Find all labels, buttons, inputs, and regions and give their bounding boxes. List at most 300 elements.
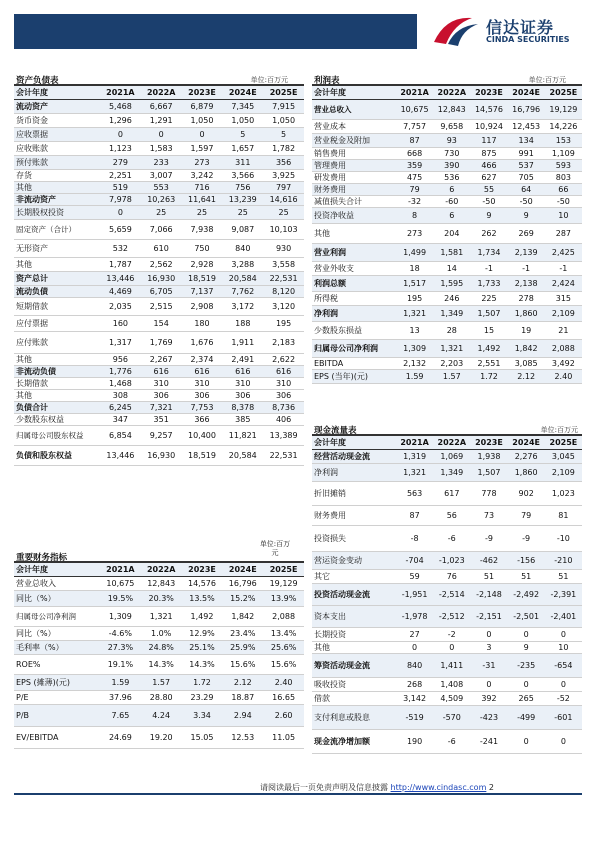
cell-value: 2,928	[182, 258, 223, 272]
cell-value: 2.12	[508, 370, 545, 384]
cell-value: 51	[508, 570, 545, 584]
cell-value: 24.8%	[141, 641, 182, 655]
table-row	[312, 184, 582, 196]
table-row	[312, 482, 582, 506]
cell-value: 12.9%	[182, 627, 223, 641]
row-label: 所得税	[312, 292, 396, 306]
cell-value: 0	[545, 678, 582, 692]
cell-value: 64	[508, 184, 545, 196]
cell-value: 3,172	[222, 298, 263, 316]
column-header-year: 2024E	[508, 436, 545, 450]
column-header-year: 2025E	[545, 436, 582, 450]
cell-value: 51	[470, 570, 507, 584]
cell-value: 306	[141, 390, 182, 402]
cell-value: 20.3%	[141, 591, 182, 607]
cell-value: -1,978	[396, 606, 433, 628]
row-label: 无形资产	[14, 240, 100, 258]
income-title: 利润表	[314, 76, 340, 86]
cell-value: -235	[508, 654, 545, 678]
column-header-year: 2022A	[141, 86, 182, 100]
cell-value: 1,050	[263, 114, 304, 128]
cell-value: 366	[182, 414, 223, 426]
table-row	[14, 220, 304, 240]
cell-value: 16,930	[141, 446, 182, 466]
cell-value: 2,515	[141, 298, 182, 316]
row-label: P/B	[14, 705, 100, 727]
cell-value: -210	[545, 552, 582, 570]
cell-value: 273	[396, 224, 433, 244]
cell-value: 1,291	[141, 114, 182, 128]
row-label: 货币资金	[14, 114, 100, 128]
cell-value: -6	[433, 526, 470, 552]
cell-value: 716	[182, 182, 223, 194]
cell-value: -601	[545, 706, 582, 730]
cell-value: 6,879	[182, 100, 223, 114]
cell-value: 7,321	[141, 402, 182, 414]
cell-value: 287	[545, 224, 582, 244]
table-row	[14, 240, 304, 258]
row-label: 长期股权投资	[14, 206, 100, 220]
cell-value: 756	[222, 182, 263, 194]
cell-value: 15.6%	[263, 655, 304, 675]
cell-value: 6,854	[100, 426, 141, 446]
cell-value: 14,576	[182, 577, 223, 591]
cell-value: 0	[182, 128, 223, 142]
cell-value: 262	[470, 224, 507, 244]
cell-value: 268	[396, 678, 433, 692]
cell-value: 15.6%	[222, 655, 263, 675]
cell-value: 9,087	[222, 220, 263, 240]
cell-value: 25.6%	[263, 641, 304, 655]
row-label: 预付账款	[14, 156, 100, 170]
cell-value: 1,492	[182, 607, 223, 627]
cell-value: 25.9%	[222, 641, 263, 655]
column-header-year: 2021A	[396, 86, 433, 100]
cell-value: 23.4%	[222, 627, 263, 641]
column-header-year: 2022A	[433, 86, 470, 100]
cell-value: 27.3%	[100, 641, 141, 655]
website-link[interactable]: http://www.cindasc.com	[390, 783, 487, 792]
cell-value: 25	[182, 206, 223, 220]
table-row	[312, 160, 582, 172]
cell-value: 18	[396, 262, 433, 276]
cell-value: 3,007	[141, 170, 182, 182]
cell-value: 1,349	[433, 464, 470, 482]
cell-value: -2,501	[508, 606, 545, 628]
cell-value: 1,938	[470, 450, 507, 464]
balance-table	[14, 85, 304, 466]
cell-value: 2,088	[545, 340, 582, 358]
table-row	[312, 464, 582, 482]
cell-value: 1,769	[141, 332, 182, 354]
cell-value: -2	[433, 628, 470, 642]
cell-value: 15	[470, 322, 507, 340]
cell-value: 356	[263, 156, 304, 170]
row-label: 营业外收支	[312, 262, 396, 276]
cell-value: 19.20	[141, 727, 182, 749]
row-label: 营业税金及附加	[312, 134, 396, 148]
cell-value: 79	[396, 184, 433, 196]
row-label: 非流动资产	[14, 194, 100, 206]
row-label: 投资活动现金流	[312, 584, 396, 606]
table-row	[312, 340, 582, 358]
table-row	[14, 414, 304, 426]
cell-value: 532	[100, 240, 141, 258]
row-label: EBITDA	[312, 358, 396, 370]
cell-value: 6,245	[100, 402, 141, 414]
cell-value: 20,584	[222, 446, 263, 466]
cell-value: 1,309	[100, 607, 141, 627]
cell-value: 93	[433, 134, 470, 148]
cell-value: -241	[470, 730, 507, 754]
table-row	[14, 607, 304, 627]
table-row	[312, 654, 582, 678]
cell-value: 2,138	[508, 276, 545, 292]
cell-value: 610	[141, 240, 182, 258]
cell-value: -519	[396, 706, 433, 730]
cell-value: 10	[545, 208, 582, 224]
cell-value: 705	[508, 172, 545, 184]
table-row	[14, 675, 304, 691]
cell-value: -499	[508, 706, 545, 730]
cell-value: 12.53	[222, 727, 263, 749]
cell-value: 19,129	[263, 577, 304, 591]
cinda-logo	[432, 12, 582, 50]
cell-value: -462	[470, 552, 507, 570]
cell-value: 55	[470, 184, 507, 196]
cell-value: 11,641	[182, 194, 223, 206]
cell-value: 1,842	[222, 607, 263, 627]
cell-value: 308	[100, 390, 141, 402]
row-label: 吸收投资	[312, 678, 396, 692]
row-label: 非流动负债	[14, 366, 100, 378]
row-label: 管理费用	[312, 160, 396, 172]
cell-value: 269	[508, 224, 545, 244]
cell-value: -8	[396, 526, 433, 552]
table-row	[14, 258, 304, 272]
table-row	[14, 577, 304, 591]
row-label: 经营活动现金流	[312, 450, 396, 464]
table-row	[312, 678, 582, 692]
cell-value: 3,566	[222, 170, 263, 182]
cell-value: -31	[470, 654, 507, 678]
cell-value: 134	[508, 134, 545, 148]
cell-value: 5	[222, 128, 263, 142]
cell-value: 0	[545, 730, 582, 754]
disclaimer-text: 请阅读最后一页免责声明及信息披露	[260, 783, 388, 792]
table-row	[14, 316, 304, 332]
cell-value: 16.65	[263, 691, 304, 705]
row-label: 净利润	[312, 306, 396, 322]
cell-value: 204	[433, 224, 470, 244]
cell-value: 2,908	[182, 298, 223, 316]
row-label: 其他	[14, 182, 100, 194]
cell-value: 359	[396, 160, 433, 172]
cell-value: 1,317	[100, 332, 141, 354]
row-label: 其他	[14, 354, 100, 366]
cell-value: 1,321	[141, 607, 182, 627]
cell-value: 3,925	[263, 170, 304, 182]
cell-value: 930	[263, 240, 304, 258]
cell-value: 840	[396, 654, 433, 678]
cell-value: 2,551	[470, 358, 507, 370]
row-label: 归属母公司股东权益	[14, 426, 100, 446]
row-label: 长期借款	[14, 378, 100, 390]
cell-value: -32	[396, 196, 433, 208]
cell-value: 22,531	[263, 272, 304, 286]
cell-value: -1,951	[396, 584, 433, 606]
cell-value: 2.40	[263, 675, 304, 691]
cell-value: 1,787	[100, 258, 141, 272]
cell-value: 593	[545, 160, 582, 172]
cell-value: 1.0%	[141, 627, 182, 641]
cell-value: 1,321	[396, 464, 433, 482]
cell-value: 306	[263, 390, 304, 402]
cell-value: 154	[141, 316, 182, 332]
table-row	[312, 642, 582, 654]
cell-value: 9	[470, 208, 507, 224]
cell-value: 87	[396, 134, 433, 148]
cell-value: 1,734	[470, 244, 507, 262]
cell-value: -2,514	[433, 584, 470, 606]
cell-value: 15.2%	[222, 591, 263, 607]
cell-value: 4.24	[141, 705, 182, 727]
column-header-year: 2021A	[100, 86, 141, 100]
cell-value: 22,531	[263, 446, 304, 466]
ratios-table	[14, 562, 304, 749]
cell-value: 1,296	[100, 114, 141, 128]
row-label: 资产总计	[14, 272, 100, 286]
cell-value: 519	[100, 182, 141, 194]
table-row	[14, 727, 304, 749]
cell-value: 1,733	[470, 276, 507, 292]
table-row	[14, 591, 304, 607]
cell-value: 1,309	[396, 340, 433, 358]
table-row	[312, 262, 582, 276]
table-row	[312, 506, 582, 526]
cell-value: 18.87	[222, 691, 263, 705]
row-label: 减值损失合计	[312, 196, 396, 208]
cell-value: 351	[141, 414, 182, 426]
cell-value: 616	[182, 366, 223, 378]
cell-value: 406	[263, 414, 304, 426]
cell-value: 311	[222, 156, 263, 170]
cell-value: 3,142	[396, 692, 433, 706]
cell-value: 616	[141, 366, 182, 378]
header-bar	[14, 14, 417, 49]
cell-value: 56	[433, 506, 470, 526]
row-label: 研发费用	[312, 172, 396, 184]
table-row	[312, 606, 582, 628]
cell-value: 10,924	[470, 120, 507, 134]
cell-value: 13.4%	[263, 627, 304, 641]
cell-value: 7,915	[263, 100, 304, 114]
page-number: 2	[488, 783, 494, 792]
cell-value: -10	[545, 526, 582, 552]
table-row	[312, 244, 582, 262]
cell-value: 1,319	[396, 450, 433, 464]
cell-value: 8	[396, 208, 433, 224]
cell-value: 8,120	[263, 286, 304, 298]
cell-value: 10,675	[396, 100, 433, 120]
cell-value: 1,860	[508, 464, 545, 482]
column-header-year: 2025E	[263, 86, 304, 100]
cell-value: 79	[508, 506, 545, 526]
cell-value: 616	[222, 366, 263, 378]
cell-value: 390	[433, 160, 470, 172]
table-row	[14, 114, 304, 128]
cell-value: 2.60	[263, 705, 304, 727]
cell-value: 385	[222, 414, 263, 426]
income-statement	[312, 73, 582, 384]
column-header-label: 会计年度	[312, 86, 396, 100]
row-label: 净利润	[312, 464, 396, 482]
cell-value: 1,050	[222, 114, 263, 128]
cell-value: 14,616	[263, 194, 304, 206]
cell-value: 840	[222, 240, 263, 258]
cell-value: 1,321	[433, 340, 470, 358]
cell-value: 306	[182, 390, 223, 402]
cell-value: 4,469	[100, 286, 141, 298]
table-row	[312, 584, 582, 606]
table-row	[312, 322, 582, 340]
table-row	[312, 370, 582, 384]
cell-value: 1,595	[433, 276, 470, 292]
cell-value: 537	[508, 160, 545, 172]
brand-name-cn: 信达证券	[486, 18, 555, 37]
cell-value: 2,622	[263, 354, 304, 366]
cell-value: 14,226	[545, 120, 582, 134]
table-row	[312, 628, 582, 642]
cashflow-unit: 单位:百万元	[540, 426, 578, 434]
brand-name-en: CINDA SECURITIES	[486, 35, 570, 44]
row-label: 其他	[312, 224, 396, 244]
column-header-year: 2022A	[141, 563, 182, 577]
cell-value: 6	[433, 184, 470, 196]
table-row	[14, 206, 304, 220]
row-label: 折旧摊销	[312, 482, 396, 506]
cell-value: 310	[141, 378, 182, 390]
row-label: 同比（%）	[14, 627, 100, 641]
table-row	[14, 402, 304, 414]
row-label: 销售费用	[312, 148, 396, 160]
cell-value: 7,938	[182, 220, 223, 240]
cell-value: 18,519	[182, 272, 223, 286]
row-label: EPS (摊薄)(元)	[14, 675, 100, 691]
key-ratios	[14, 540, 304, 749]
row-label: 投资净收益	[312, 208, 396, 224]
cell-value: 2,183	[263, 332, 304, 354]
income-table	[312, 85, 582, 384]
cell-value: 25	[263, 206, 304, 220]
row-label: 应收账款	[14, 142, 100, 156]
cell-value: 3,242	[182, 170, 223, 182]
column-header-label: 会计年度	[14, 86, 100, 100]
cell-value: 5	[263, 128, 304, 142]
column-header-year: 2024E	[222, 563, 263, 577]
cell-value: 2,491	[222, 354, 263, 366]
cell-value: -2,151	[470, 606, 507, 628]
cell-value: 466	[470, 160, 507, 172]
cell-value: 21	[545, 322, 582, 340]
cell-value: 1,349	[433, 306, 470, 322]
cell-value: -704	[396, 552, 433, 570]
cell-value: 16,930	[141, 272, 182, 286]
cell-value: 627	[470, 172, 507, 184]
cell-value: 18,519	[182, 446, 223, 466]
cell-value: 153	[545, 134, 582, 148]
row-label: 归属母公司净利润	[312, 340, 396, 358]
cell-value: 563	[396, 482, 433, 506]
cell-value: -1	[508, 262, 545, 276]
table-row	[312, 148, 582, 160]
table-row	[312, 306, 582, 322]
cell-value: 2,088	[263, 607, 304, 627]
table-row	[312, 358, 582, 370]
cell-value: 306	[222, 390, 263, 402]
table-row	[14, 298, 304, 316]
cell-value: 12,453	[508, 120, 545, 134]
cell-value: -9	[508, 526, 545, 552]
cell-value: 3,492	[545, 358, 582, 370]
table-row	[14, 286, 304, 298]
cell-value: 25.1%	[182, 641, 223, 655]
cell-value: 991	[508, 148, 545, 160]
cell-value: 2,109	[545, 464, 582, 482]
cell-value: 13	[396, 322, 433, 340]
table-row	[14, 128, 304, 142]
cell-value: 7,762	[222, 286, 263, 298]
cell-value: 4,509	[433, 692, 470, 706]
cell-value: 188	[222, 316, 263, 332]
cell-value: 3,045	[545, 450, 582, 464]
cell-value: 28.80	[141, 691, 182, 705]
cell-value: 7,066	[141, 220, 182, 240]
cell-value: 7,757	[396, 120, 433, 134]
cell-value: 310	[222, 378, 263, 390]
cell-value: 7,753	[182, 402, 223, 414]
ratios-title: 重要财务指标	[16, 553, 68, 563]
cell-value: 1,411	[433, 654, 470, 678]
cell-value: 7,978	[100, 194, 141, 206]
row-label: 投资损失	[312, 526, 396, 552]
cell-value: 2,109	[545, 306, 582, 322]
cell-value: 778	[470, 482, 507, 506]
table-row	[14, 156, 304, 170]
cell-value: 730	[433, 148, 470, 160]
cell-value: 1,492	[470, 340, 507, 358]
column-header-year: 2023E	[182, 563, 223, 577]
cell-value: 9,658	[433, 120, 470, 134]
cell-value: 13.5%	[182, 591, 223, 607]
cell-value: -6	[433, 730, 470, 754]
cell-value: 1,782	[263, 142, 304, 156]
cell-value: 27	[396, 628, 433, 642]
cell-value: 1,499	[396, 244, 433, 262]
cell-value: 1,069	[433, 450, 470, 464]
cell-value: 190	[396, 730, 433, 754]
table-row	[312, 134, 582, 148]
cell-value: 1.57	[141, 675, 182, 691]
row-label: 短期借款	[14, 298, 100, 316]
row-label: 同比（%）	[14, 591, 100, 607]
table-row	[312, 120, 582, 134]
row-label: 营业利润	[312, 244, 396, 262]
cell-value: 19.1%	[100, 655, 141, 675]
cell-value: 956	[100, 354, 141, 366]
table-row	[14, 332, 304, 354]
balance-unit: 单位:百万元	[250, 76, 288, 84]
